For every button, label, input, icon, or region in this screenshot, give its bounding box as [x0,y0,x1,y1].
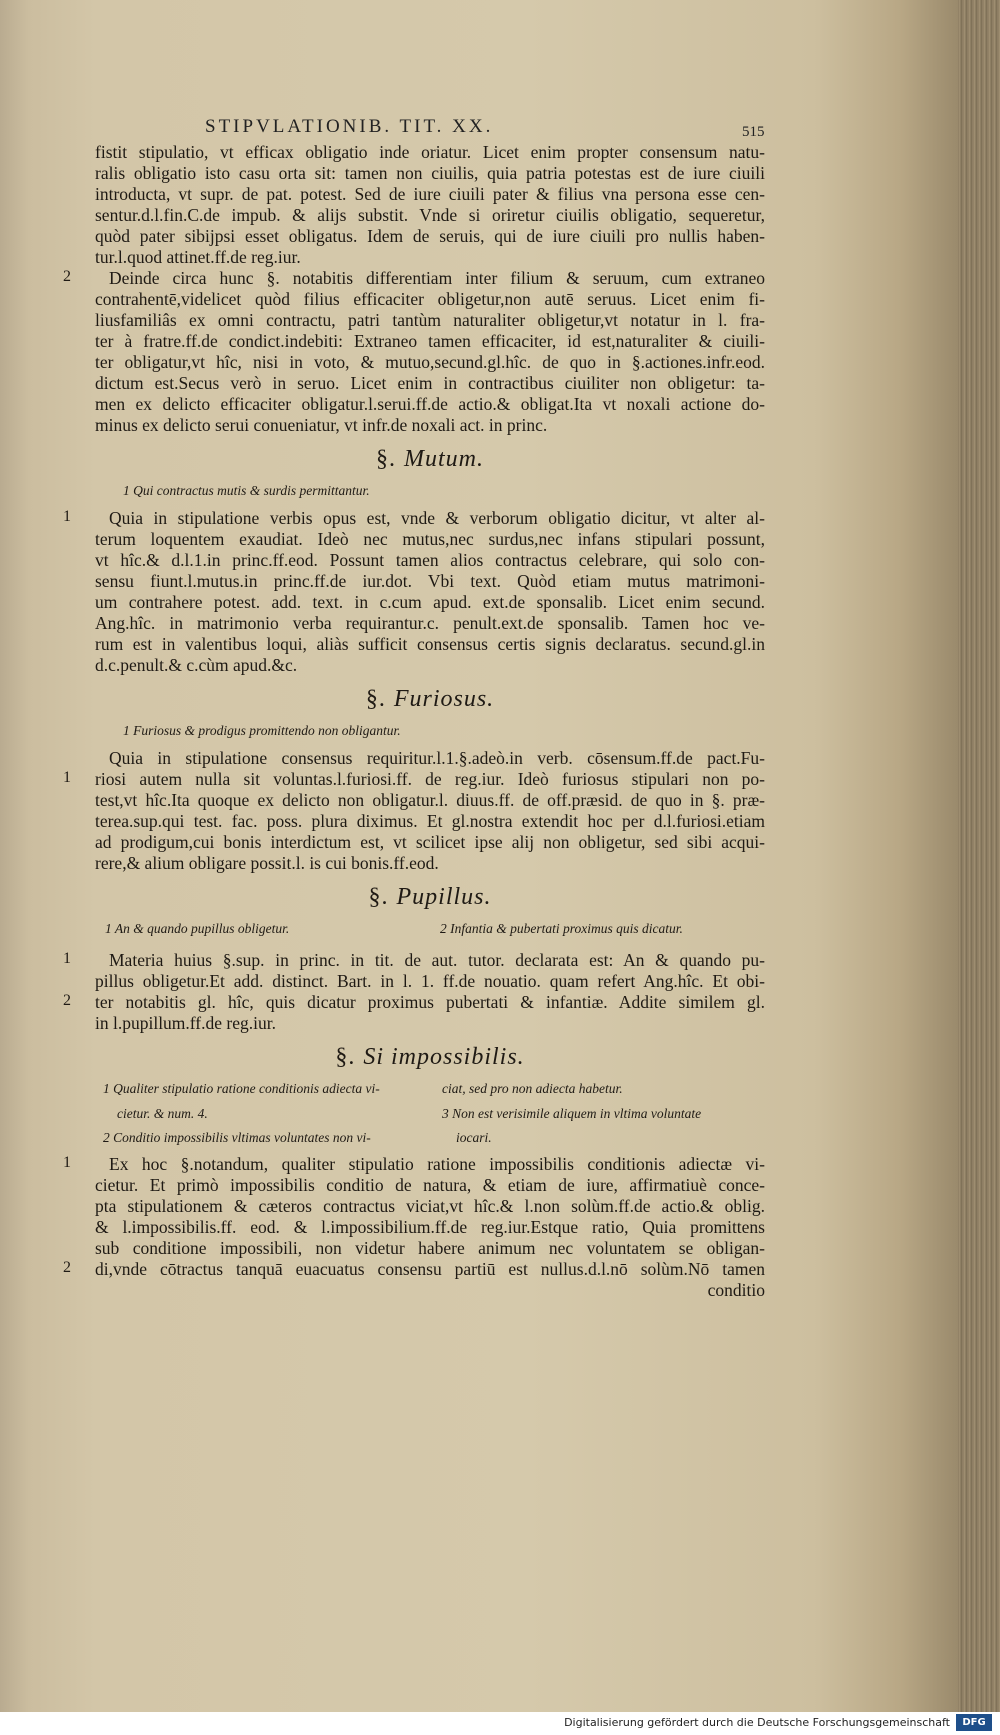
text-line: sensu fiunt.l.mutus.in princ.ff.de iur.dot. Vbi text. Quòd etiam mutus matrimoni- [95,571,765,591]
section-summary: 1 Furiosus & prodigus promittendo non obligantur. [123,723,401,738]
text-line: minus ex delicto serui conueniatur, vt infr.de noxali act. in princ. [95,415,548,435]
margin-number: 1 [63,950,71,967]
section-summary: ciat, sed pro non adiecta habetur. [442,1081,623,1096]
text-line: tur.l.quod attinet.ff.de reg.iur. [95,247,301,267]
section-sign: §. [368,884,389,910]
text-line: di,vnde cōtractus tanquā euacuatus consensu partiū est nullus.d.l.nō solùm.Nō tamen [95,1259,765,1279]
section-paragraph [63,748,765,874]
section-summaries [95,1080,765,1154]
section-sign: §. [335,1044,356,1070]
text-line: ralis obligatio isto casu orta sit: tamen non ciuilis, quia patria potestas est de iure ciuili [95,163,765,183]
text-line: Materia huius §.sup. in princ. in tit. de aut. tutor. declarata est: An & quando pu- [109,950,765,970]
section-paragraph [63,1154,765,1280]
section-summary: 1 An & quando pupillus obligetur. [105,921,290,936]
page-text [63,142,765,1301]
text-line: d.c.penult.& c.cùm apud.&c. [95,655,298,675]
text-line: Ex hoc §.notandum, qualiter stipulatio ratione impossibilis conditionis adiectæ vi- [109,1154,765,1174]
section-heading-pupillus [95,874,765,920]
text-line: Deinde circa hunc §. notabitis differentiam inter filium & seruum, cum extraneo [109,268,765,288]
margin-number: 2 [63,1259,71,1276]
dfg-logo: DFG [956,1714,992,1731]
section-summary: 2 Infantia & pubertati proximus quis dicatur. [440,921,683,936]
text-line: liusfamiliâs ex omni contractu, patri tantùm naturaliter obligetur,vt notatur in l. fra- [95,310,765,330]
text-line: rum est in valentibus loqui, aliàs sufficit consensus certis signis declaratus. secund.gl.in [95,634,765,654]
section-heading-si-impossibilis [95,1034,765,1080]
text-line: contrahentē,videlicet quòd filius efficaciter obligetur,non autē seruus. Licet enim fi- [95,289,765,309]
text-line: cietur. Et primò impossibilis conditio de natura, & etiam de iure, affirmatiuè conce- [95,1175,765,1195]
digitization-credit: Digitalisierung gefördert durch die Deutsche Forschungsgemeinschaft [564,1716,950,1729]
text-line: test,vt hîc.Ita quoque ex delicto non obligatur.l. diuus.ff. de off.præsid. de quo in §. præ- [95,790,765,810]
section-title: Si impossibilis. [363,1044,525,1070]
intro-paragraph [95,142,765,268]
margin-number: 2 [63,268,71,285]
section-summary: 1 Qualiter stipulatio ratione conditionis adiecta vi- [103,1081,380,1096]
margin-number: 1 [63,769,71,786]
margin-number: 1 [63,1154,71,1171]
section-heading-mutum [95,436,765,482]
text-line: ter notabitis gl. hîc, quis dicatur proximus pubertati & infantiæ. Addite similem gl. [95,992,765,1012]
section-summaries [95,920,765,950]
text-line: riosi autem nulla sit voluntas.l.furiosi.ff. de reg.iur. Ideò furiosus stipulari non po- [95,769,765,789]
section-paragraph [63,950,765,1034]
text-line: rere,& alium obligare possit.l. is cui bonis.ff.eod. [95,853,439,873]
section-summary: 1 Qui contractus mutis & surdis permittantur. [123,483,370,498]
section-sign: §. [376,446,396,472]
text-line: sentur.d.l.fin.C.de impub. & alijs substit. Vnde si oriretur ciuilis obligatio, sequeretur, [95,205,765,225]
section-title: Mutum. [404,446,484,472]
text-line: in l.pupillum.ff.de reg.iur. [95,1013,276,1033]
text-line: um contrahere potest. add. text. in c.cum apud. ext.de sponsalib. Licet enim secund. [95,592,765,612]
paragraph-2 [63,268,765,436]
page-number: 515 [742,124,765,140]
section-summary: 2 Conditio impossibilis vltimas voluntates non vi- [103,1130,371,1146]
text-line: vt hîc.& d.l.1.in princ.ff.eod. Possunt tamen alios contractus celebrare, qui solo con- [95,550,765,570]
margin-number: 2 [63,992,71,1009]
text-line: dictum est.Secus verò in seruo. Licet enim in contractibus ciuiliter non obligetur: ta- [95,373,765,393]
margin-number: 1 [63,508,71,525]
section-summary: iocari. [456,1130,492,1146]
section-summary: cietur. & num. 4. [117,1105,208,1121]
book-page-edges [958,0,1000,1712]
text-line: introducta, vt supr. de pat. potest. Sed de iure ciuili pater & filius vna persona esse cen- [95,184,765,204]
text-line: pta stipulationem & cæteros contractus viciat,vt hîc.& l.non solùm.ff.de actio.& oblig. [95,1196,765,1216]
text-line: men ex delicto efficaciter obligatur.l.serui.ff.de actio.& obligat.Ita vt noxali actione do- [95,394,765,414]
section-title: Pupillus. [396,884,492,910]
text-line: Quia in stipulatione verbis opus est, vnde & verborum obligatio dicitur, vt alter al- [109,508,765,528]
text-line: sub conditione impossibili, non videtur habere animum nec voluntatem se obligan- [95,1238,765,1258]
text-line: quòd pater sibijpsi esset obligatus. Idem de seruis, qui de iure ciuili pro nullis haben- [95,226,765,246]
text-line: terum loquentem exaudiat. Ideò nec mutus,nec surdus,nec infans stipulari possunt, [95,529,765,549]
text-line: ter obligatur,vt hîc, nisi in voto, & mutuo,secund.gl.hîc. de quo in §.actiones.infr.eod. [95,352,765,372]
text-line: ad prodigum,cui bonis interdictum est, vt scilicet ipse alij non obligetur, sed sibi acqui- [95,832,765,852]
section-paragraph [63,508,765,676]
section-sign: §. [365,686,386,712]
text-line: Ang.hîc. in matrimonio verba requirantur.c. penult.ext.de sponsalib. Tamen hoc ve- [95,613,765,633]
text-line: fistit stipulatio, vt efficax obligatio inde oriatur. Licet enim propter consensum natu- [95,142,765,162]
section-summary: 3 Non est verisimile aliquem in vltima voluntate [442,1105,702,1121]
catchword: conditio [707,1280,765,1300]
text-line: ter à fratre.ff.de condict.indebiti: Extraneo tamen efficaciter, id est,naturaliter & ciuili- [95,331,765,351]
running-head: STIPVLATIONIB. TIT. XX. [205,116,494,137]
text-line: terea.sup.qui test. fac. poss. plura diximus. Et gl.nostra extendit hoc per d.l.furiosi.etiam [95,811,765,831]
section-heading-furiosus [95,676,765,722]
section-title: Furiosus. [393,686,495,712]
text-line: & l.impossibilis.ff. eod. & l.impossibilium.ff.de reg.iur.Estque ratio, Quia promittens [95,1217,765,1237]
text-line: pillus obligetur.Et add. distinct. Bart. in l. 1. ff.de nouatio. quam refert Ang.hîc. Et obi- [95,971,765,991]
text-line: Quia in stipulatione consensus requiritur.l.1.§.adeò.in verb. cōsensum.ff.de pact.Fu- [109,748,765,768]
